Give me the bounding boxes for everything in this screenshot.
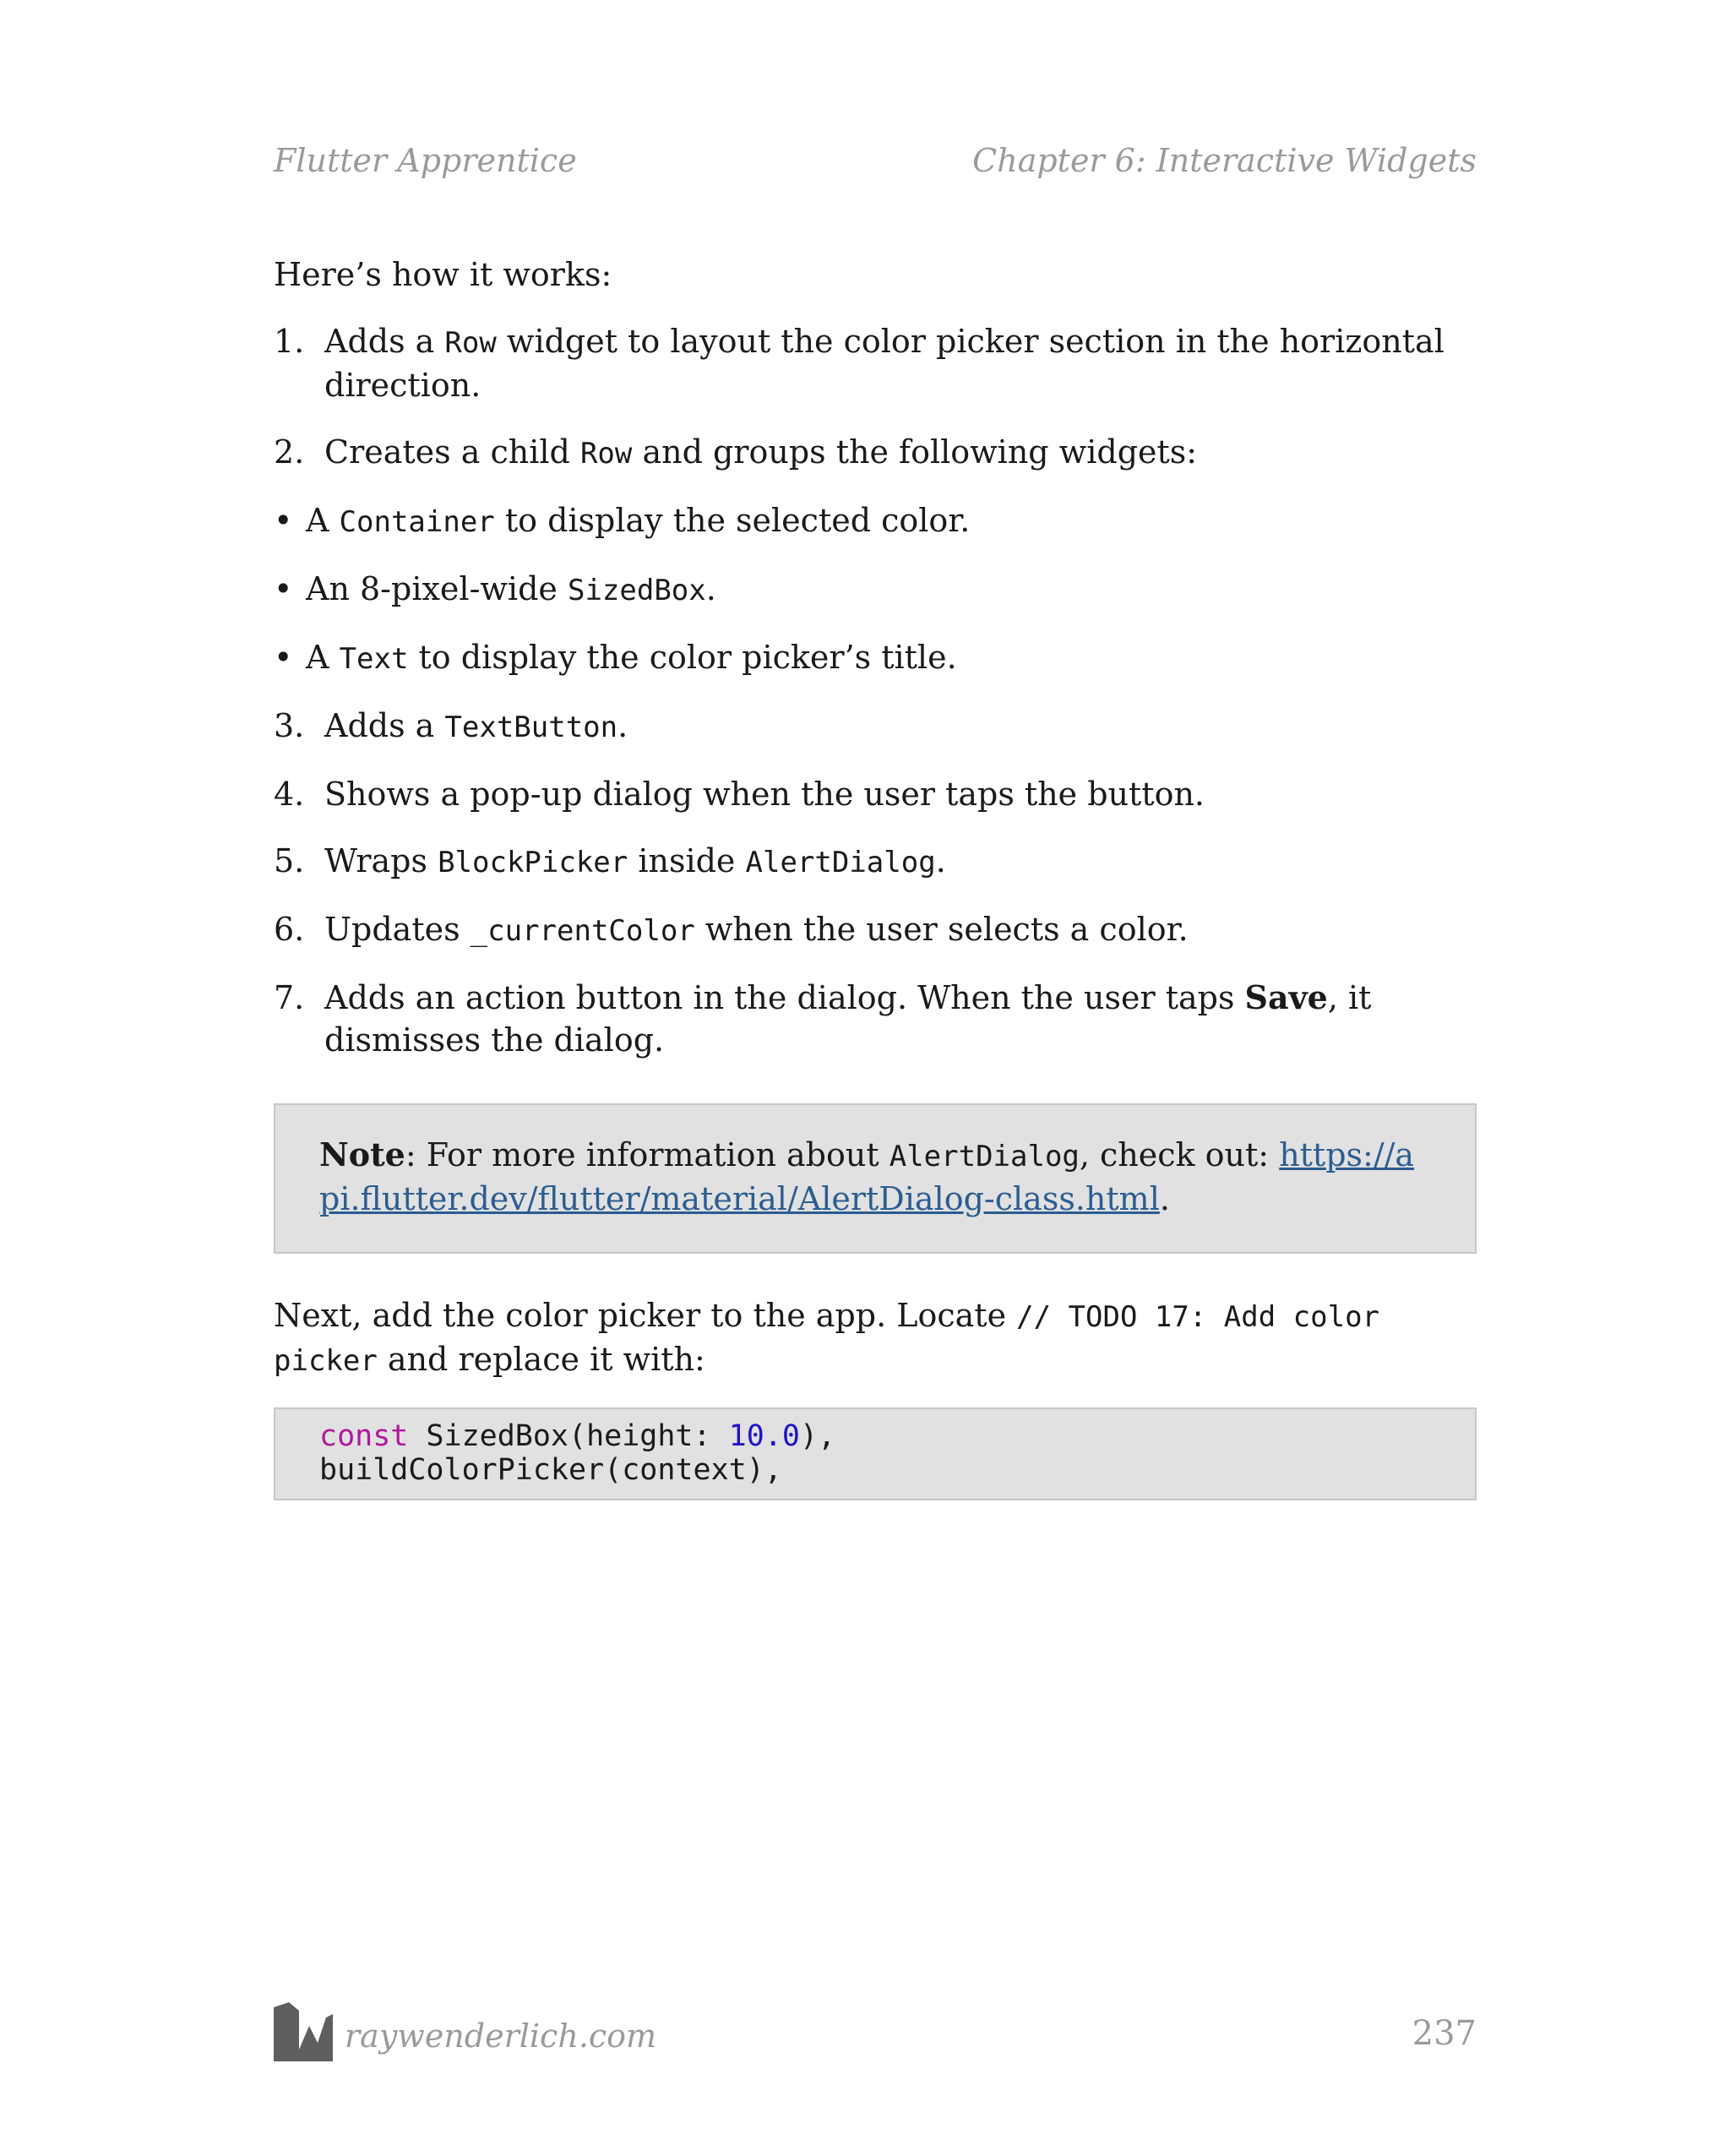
site-name: raywenderlich.com [345,2017,657,2055]
inline-code: AlertDialog [889,1140,1080,1173]
page-footer [274,2002,1477,2063]
note-label: Note [319,1135,405,1173]
book-title: Flutter Apprentice [274,142,577,179]
next-paragraph: Next, add the color picker to the app. Locate // TODO 17: Add color picker and replace it with: [274,1297,1380,1378]
list-item: 3. Adds a TextButton. [274,707,628,744]
list-item: 2. Creates a child Row and groups the following widgets: [274,433,1198,471]
list-item: • An 8-pixel-wide SizedBox. [274,568,1477,612]
alertdialog-docs-link[interactable]: https://api.flutter.dev/flutter/material/AlertDialog-class.html [319,1136,1415,1217]
bold-text: Save [1244,978,1328,1016]
list-item: • A Container to display the selected color. [274,499,1477,543]
list-item: 6. Updates _currentColor when the user selects a color. [274,911,1189,948]
intro-paragraph: Here’s how it works: [274,256,612,293]
inline-code: AlertDialog [745,846,936,879]
steps-list [274,320,1477,1061]
inline-code: Row [579,437,633,471]
page-number: 237 [1412,2014,1477,2053]
list-item: 1. Adds a Row widget to layout the color picker section in the horizontal direction. [274,323,1444,404]
page-header [274,142,1477,179]
list-item: 7. Adds an action button in the dialog. When the user taps Save, it dismisses the dialog. [274,978,1372,1059]
inline-code: _currentColor [470,914,695,948]
list-item: 4. Shows a pop-up dialog when the user taps the button. [274,776,1205,813]
bullet-icon: • [274,639,293,676]
inline-code: TextButton [444,710,618,744]
code-number: 10.0 [728,1419,800,1453]
bullet-icon: • [274,502,293,539]
bullet-icon: • [274,570,293,607]
inline-code: Row [444,326,497,360]
list-item: • A Text to display the color picker’s title. [274,636,1477,680]
inline-code: // TODO 17: Add color picker [274,1300,1380,1378]
list-item: 5. Wraps BlockPicker inside AlertDialog. [274,842,946,879]
raywenderlich-logo-icon [274,2002,333,2061]
code-block: const SizedBox(height: 10.0), buildColorPicker(context), [274,1407,1477,1500]
inline-code: Container [339,505,495,539]
note-box: Note: For more information about AlertDialog, check out: https://api.flutter.dev/flutter/material/AlertDialog-class.html. [274,1103,1477,1254]
code-keyword: const [319,1419,409,1453]
inline-code: Text [339,642,409,676]
page-content [274,253,1477,1500]
inline-code: BlockPicker [438,846,628,879]
chapter-title: Chapter 6: Interactive Widgets [972,142,1477,179]
inline-code: SizedBox [567,574,706,607]
